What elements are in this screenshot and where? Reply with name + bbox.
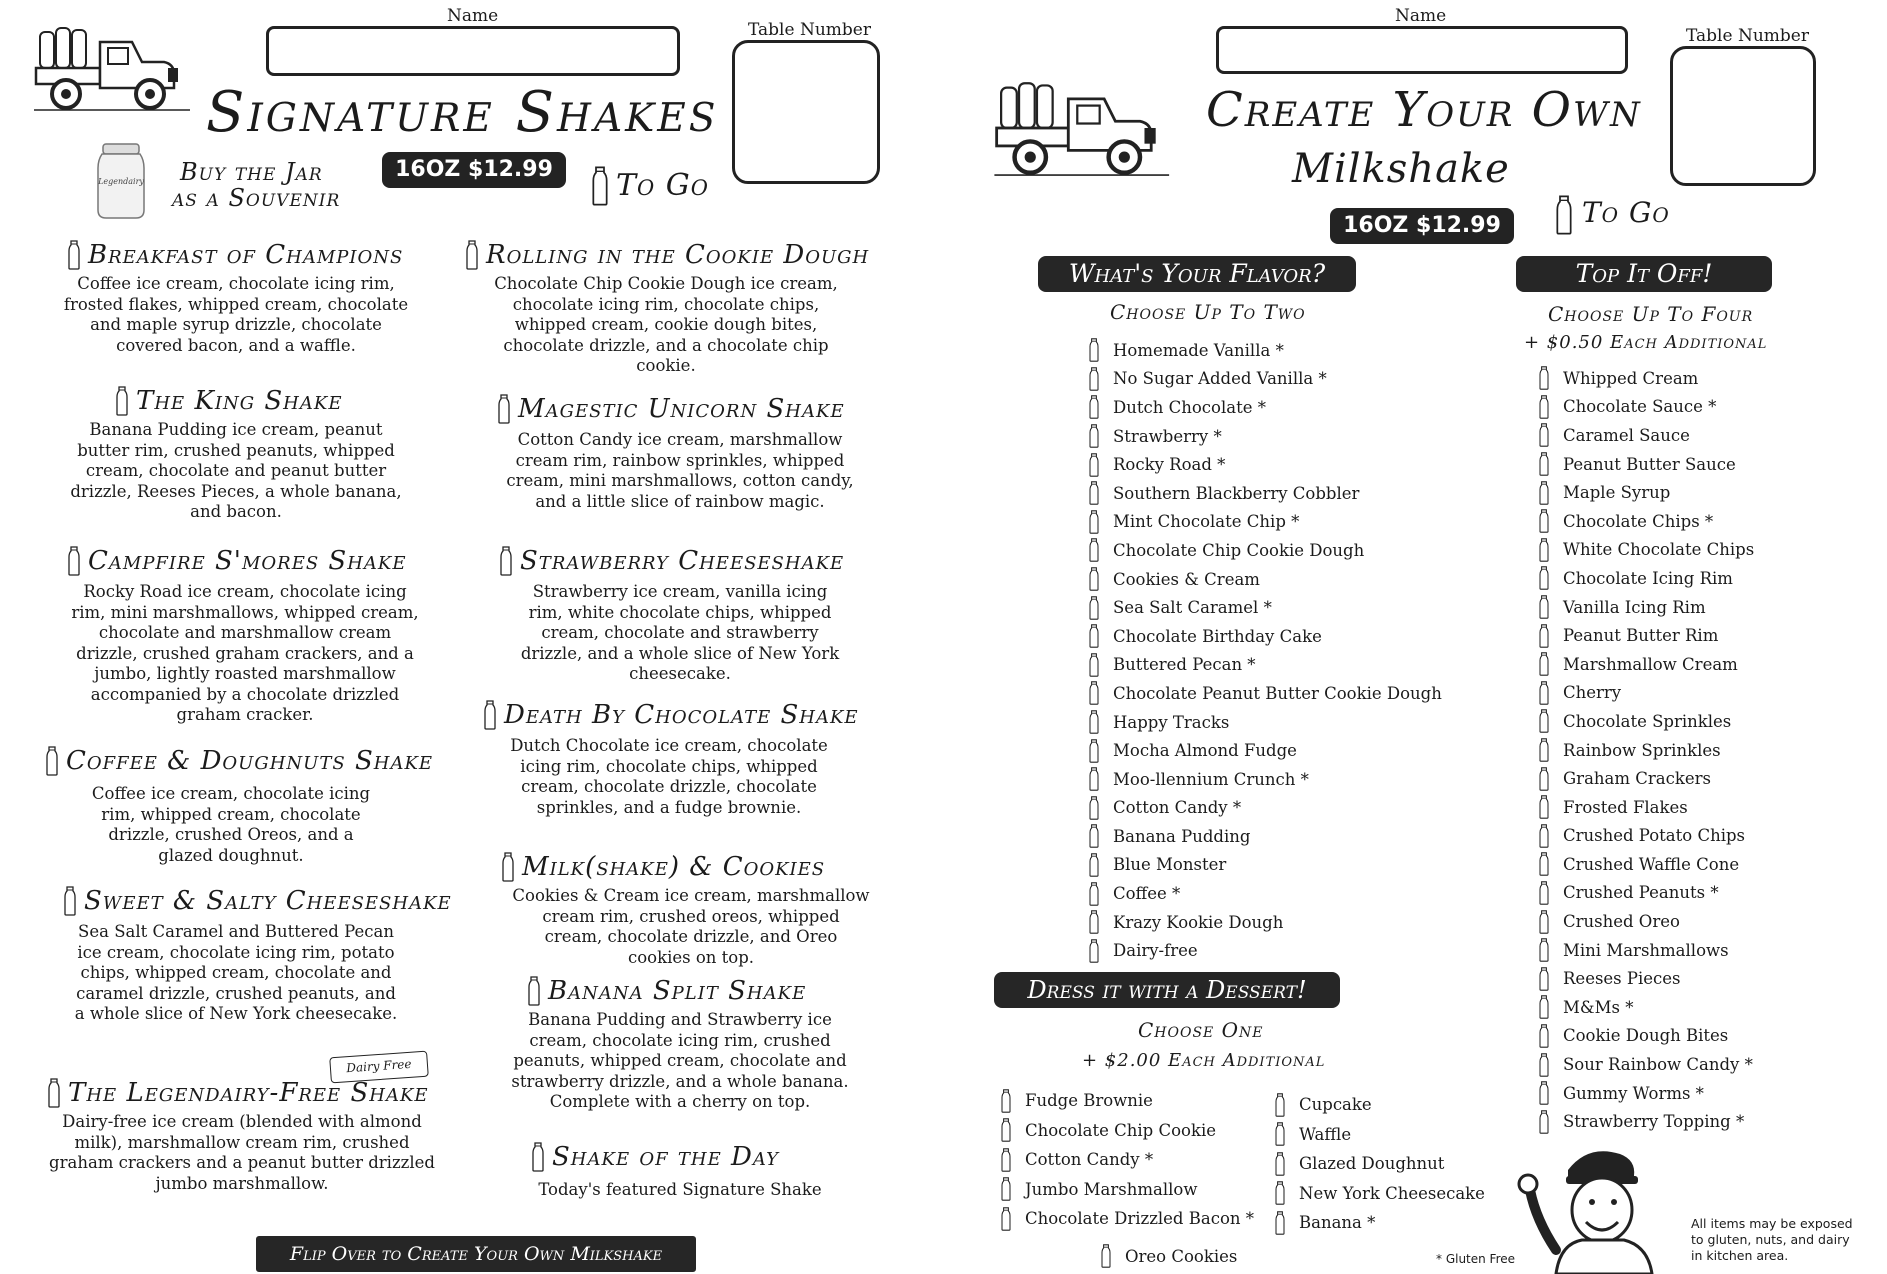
dessert-list-1 xyxy=(1000,1086,1254,1234)
flavor-option[interactable] xyxy=(1088,851,1442,880)
shake-name: Strawberry Cheeseshake xyxy=(520,546,845,576)
shake-description: Sea Salt Caramel and Buttered Pecan ice cream, chocolate icing rim, potato chips, whipped cream, chocolate and caramel drizzle, crushed peanuts, and a whole slice of New York cheesecake. xyxy=(74,922,398,1023)
flavor-label: Southern Blackberry Cobbler xyxy=(1113,483,1360,503)
dessert-label: Chocolate Drizzled Bacon * xyxy=(1025,1209,1255,1229)
shake-item xyxy=(500,546,860,685)
shake-description: Strawberry ice cream, vanilla icing rim, white chocolate chips, whipped cream, chocolate and strawberry drizzle, and a whole slice of New York cheesecake. xyxy=(520,582,840,683)
to-go-bottle-icon xyxy=(1556,194,1572,236)
topping-label: Crushed Waffle Cone xyxy=(1563,854,1740,874)
milk-bottle-icon xyxy=(1538,995,1550,1019)
milk-bottle-icon xyxy=(1088,338,1100,362)
milk-bottle-icon xyxy=(1538,795,1550,819)
shake-item xyxy=(56,386,416,523)
topping-option[interactable] xyxy=(1538,593,1754,622)
topping-option[interactable] xyxy=(1538,536,1754,565)
dessert-header: Dress it with a Dessert! xyxy=(994,972,1340,1008)
name-label: Name xyxy=(447,6,499,26)
topping-label: Cherry xyxy=(1563,683,1622,703)
topping-label: Chocolate Icing Rim xyxy=(1563,568,1733,588)
flavor-option[interactable] xyxy=(1088,508,1442,537)
to-go-bottle-icon xyxy=(592,166,608,206)
milk-bottle-icon xyxy=(1088,824,1100,848)
milk-bottle-icon xyxy=(1000,1207,1012,1231)
dessert-option[interactable] xyxy=(1274,1090,1485,1120)
topping-label: Marshmallow Cream xyxy=(1563,654,1738,674)
topping-header: Top It Off! xyxy=(1516,256,1772,292)
milk-bottle-icon xyxy=(1088,853,1100,877)
shake-item xyxy=(466,240,870,377)
topping-extra-price: + $0.50 Each Additional xyxy=(1524,332,1768,353)
flavor-label: Cotton Candy * xyxy=(1113,798,1242,818)
shake-item xyxy=(484,700,859,818)
shake-item xyxy=(62,546,428,726)
dessert-label: Jumbo Marshmallow xyxy=(1025,1179,1198,1199)
shake-name: Sweet & Salty Cheeseshake xyxy=(84,886,452,916)
milk-bottle-icon xyxy=(116,386,128,416)
shake-name: Rolling in the Cookie Dough xyxy=(486,240,870,270)
flavor-label: Coffee * xyxy=(1113,884,1181,904)
dessert-option[interactable] xyxy=(1100,1242,1237,1270)
milk-bottle-icon xyxy=(1538,1110,1550,1134)
shake-name: The King Shake xyxy=(136,386,343,416)
topping-list xyxy=(1538,364,1754,1136)
topping-option[interactable] xyxy=(1538,793,1754,822)
flavor-label: Chocolate Peanut Butter Cookie Dough xyxy=(1113,683,1442,703)
price-badge: 16OZ $12.99 xyxy=(1330,208,1514,244)
dessert-label: New York Cheesecake xyxy=(1299,1183,1485,1203)
milk-bottle-icon xyxy=(1538,881,1550,905)
shake-description: Coffee ice cream, chocolate icing rim, whipped cream, chocolate drizzle, crushed Oreos, and a glazed doughnut. xyxy=(91,784,371,865)
topping-option[interactable] xyxy=(1538,822,1754,851)
milk-bottle-icon xyxy=(1538,852,1550,876)
flavor-label: Krazy Kookie Dough xyxy=(1113,912,1284,932)
milk-bottle-icon xyxy=(1088,739,1100,763)
shake-item xyxy=(498,394,862,512)
dessert-option[interactable] xyxy=(1000,1086,1254,1116)
flavor-label: Strawberry * xyxy=(1113,426,1222,446)
flavor-option[interactable] xyxy=(1088,651,1442,680)
flavor-option[interactable] xyxy=(1088,479,1442,508)
milk-bottle-icon xyxy=(1538,681,1550,705)
topping-option[interactable] xyxy=(1538,850,1754,879)
dessert-label: Banana * xyxy=(1299,1213,1376,1233)
shake-name: Magestic Unicorn Shake xyxy=(518,394,845,424)
milk-bottle-icon xyxy=(1538,595,1550,619)
milk-bottle-icon xyxy=(1538,652,1550,676)
milk-bottle-icon xyxy=(1000,1089,1012,1113)
topping-option[interactable] xyxy=(1538,879,1754,908)
shake-name: Campfire S'mores Shake xyxy=(88,546,407,576)
shake-name: The Legendairy-Free Shake xyxy=(68,1078,429,1108)
dessert-label: Oreo Cookies xyxy=(1125,1246,1238,1266)
shake-name: Breakfast of Champions xyxy=(88,240,404,270)
left-page xyxy=(0,0,940,1274)
topping-label: Chocolate Sauce * xyxy=(1563,397,1717,417)
milk-bottle-icon xyxy=(532,1142,544,1172)
milk-bottle-icon xyxy=(1088,767,1100,791)
topping-label: Frosted Flakes xyxy=(1563,797,1688,817)
milk-bottle-icon xyxy=(1538,910,1550,934)
milk-bottle-icon xyxy=(466,240,478,270)
milk-bottle-icon xyxy=(1274,1093,1286,1117)
topping-label: Gummy Worms * xyxy=(1563,1083,1704,1103)
flavor-option[interactable] xyxy=(1088,622,1442,651)
dessert-list-3 xyxy=(1100,1242,1237,1270)
name-label: Name xyxy=(1395,6,1447,26)
to-go-label: To Go xyxy=(616,168,709,203)
topping-option[interactable] xyxy=(1538,650,1754,679)
topping-option[interactable] xyxy=(1538,564,1754,593)
jar-souvenir-line2: as a Souvenir xyxy=(172,184,341,212)
milk-bottle-icon xyxy=(1538,967,1550,991)
topping-option[interactable] xyxy=(1538,478,1754,507)
flavor-option[interactable] xyxy=(1088,450,1442,479)
milk-bottle-icon xyxy=(1538,538,1550,562)
flavor-label: Chocolate Birthday Cake xyxy=(1113,626,1322,646)
topping-option[interactable] xyxy=(1538,1107,1754,1136)
flavor-option[interactable] xyxy=(1088,936,1442,965)
table-number-field[interactable] xyxy=(732,40,880,184)
shake-item xyxy=(42,1078,442,1194)
shake-description: Cookies & Cream ice cream, marshmallow cream rim, crushed oreos, whipped cream, chocolate drizzle, and Oreo cookies on top. xyxy=(512,886,870,967)
flavor-label: Cookies & Cream xyxy=(1113,569,1260,589)
topping-label: M&Ms * xyxy=(1563,997,1634,1017)
flavor-option[interactable] xyxy=(1088,336,1442,365)
flavor-option[interactable] xyxy=(1088,536,1442,565)
milk-bottle-icon xyxy=(1088,567,1100,591)
milk-bottle-icon xyxy=(1000,1118,1012,1142)
milk-bottle-icon xyxy=(1088,596,1100,620)
topping-label: Graham Crackers xyxy=(1563,769,1711,789)
milk-bottle-icon xyxy=(1088,710,1100,734)
topping-label: Sour Rainbow Candy * xyxy=(1563,1055,1753,1075)
shake-description: Banana Pudding and Strawberry ice cream, chocolate icing rim, crushed peanuts, whipped cream, chocolate and strawberry drizzle, and a whole banana. Complete with a cherry on top. xyxy=(511,1010,849,1111)
flavor-header: What's Your Flavor? xyxy=(1038,256,1356,292)
topping-label: Caramel Sauce xyxy=(1563,425,1690,445)
milk-bottle-icon xyxy=(1088,395,1100,419)
svg-text:Legendairy: Legendairy xyxy=(98,177,144,186)
shake-description: Chocolate Chip Cookie Dough ice cream, chocolate icing rim, chocolate chips, whipped cream, cookie dough bites, chocolate drizzle, and a chocolate chip cookie. xyxy=(494,274,838,375)
milk-bottle-icon xyxy=(1274,1181,1286,1205)
right-page xyxy=(940,0,1887,1274)
mason-jar-icon xyxy=(96,142,146,220)
topping-option[interactable] xyxy=(1538,1022,1754,1051)
dessert-option[interactable] xyxy=(1000,1204,1254,1234)
flavor-label: Dutch Chocolate * xyxy=(1113,397,1266,417)
dessert-option[interactable] xyxy=(1000,1116,1254,1146)
milk-bottle-icon xyxy=(528,976,540,1006)
milk-bottle-icon xyxy=(64,886,76,916)
page-subtitle: Milkshake xyxy=(1292,146,1510,192)
dessert-option[interactable] xyxy=(1274,1120,1485,1150)
flavor-label: Mocha Almond Fudge xyxy=(1113,741,1297,761)
milk-bottle-icon xyxy=(1538,452,1550,476)
dessert-option[interactable] xyxy=(1274,1208,1485,1238)
milk-bottle-icon xyxy=(1088,624,1100,648)
dessert-label: Glazed Doughnut xyxy=(1299,1154,1445,1174)
topping-option[interactable] xyxy=(1538,736,1754,765)
flavor-label: No Sugar Added Vanilla * xyxy=(1113,369,1327,389)
flavor-option[interactable] xyxy=(1088,822,1442,851)
dessert-label: Cotton Candy * xyxy=(1025,1150,1154,1170)
flavor-option[interactable] xyxy=(1088,593,1442,622)
dessert-extra-price: + $2.00 Each Additional xyxy=(1082,1050,1326,1071)
milk-bottle-icon xyxy=(1000,1148,1012,1172)
milk-bottle-icon xyxy=(1274,1211,1286,1235)
milk-bottle-icon xyxy=(1538,738,1550,762)
topping-option[interactable] xyxy=(1538,964,1754,993)
milk-bottle-icon xyxy=(1088,939,1100,963)
flavor-option[interactable] xyxy=(1088,736,1442,765)
shake-description: Dairy-free ice cream (blended with almond milk), marshmallow cream rim, crushed graham crackers and a peanut butter drizzled jumbo marshmallow. xyxy=(49,1112,435,1193)
flavor-option[interactable] xyxy=(1088,765,1442,794)
milk-bottle-icon xyxy=(1538,709,1550,733)
topping-label: Chocolate Sprinkles xyxy=(1563,711,1732,731)
milk-bottle-icon xyxy=(1538,395,1550,419)
flavor-option[interactable] xyxy=(1088,908,1442,937)
milk-bottle-icon xyxy=(1088,481,1100,505)
price-badge: 16OZ $12.99 xyxy=(382,152,566,188)
name-field[interactable] xyxy=(1216,26,1628,74)
topping-option[interactable] xyxy=(1538,1050,1754,1079)
topping-label: Crushed Peanuts * xyxy=(1563,883,1719,903)
milk-bottle-icon xyxy=(1088,681,1100,705)
flavor-list xyxy=(1088,336,1442,965)
topping-option[interactable] xyxy=(1538,393,1754,422)
milk-bottle-icon xyxy=(48,1078,60,1108)
topping-option[interactable] xyxy=(1538,707,1754,736)
milk-bottle-icon xyxy=(1538,566,1550,590)
topping-label: Maple Syrup xyxy=(1563,483,1671,503)
flavor-label: Banana Pudding xyxy=(1113,826,1251,846)
flavor-label: Sea Salt Caramel * xyxy=(1113,598,1272,618)
shake-item xyxy=(502,852,872,968)
milk-bottle-icon xyxy=(500,546,512,576)
flavor-label: Buttered Pecan * xyxy=(1113,655,1256,675)
flavor-option[interactable] xyxy=(1088,879,1442,908)
milkman-icon xyxy=(1516,1140,1666,1274)
shake-item xyxy=(46,746,434,866)
topping-option[interactable] xyxy=(1538,621,1754,650)
milk-bottle-icon xyxy=(1088,367,1100,391)
table-number-field[interactable] xyxy=(1670,46,1816,186)
milk-bottle-icon xyxy=(1538,509,1550,533)
dessert-option[interactable] xyxy=(1274,1179,1485,1209)
flavor-option[interactable] xyxy=(1088,679,1442,708)
table-number-label: Table Number xyxy=(748,20,871,40)
flavor-label: Dairy-free xyxy=(1113,941,1198,961)
milk-bottle-icon xyxy=(1538,767,1550,791)
milk-bottle-icon xyxy=(1274,1152,1286,1176)
milk-bottle-icon xyxy=(1088,910,1100,934)
topping-option[interactable] xyxy=(1538,936,1754,965)
flavor-option[interactable] xyxy=(1088,794,1442,823)
milk-bottle-icon xyxy=(68,546,80,576)
shake-description: Coffee ice cream, chocolate icing rim, frosted flakes, whipped cream, chocolate and maple syrup drizzle, chocolate covered bacon, and a waffle. xyxy=(63,274,409,355)
flavor-label: Homemade Vanilla * xyxy=(1113,340,1284,360)
topping-label: Cookie Dough Bites xyxy=(1563,1026,1729,1046)
milk-bottle-icon xyxy=(1538,1053,1550,1077)
shake-description: Today's featured Signature Shake xyxy=(538,1180,822,1199)
topping-option[interactable] xyxy=(1538,993,1754,1022)
milk-bottle-icon xyxy=(1088,796,1100,820)
dessert-option[interactable] xyxy=(1274,1149,1485,1179)
shake-item xyxy=(56,886,452,1025)
milk-bottle-icon xyxy=(502,852,514,882)
milk-bottle-icon xyxy=(1538,423,1550,447)
milk-truck-icon xyxy=(994,72,1174,184)
milk-bottle-icon xyxy=(1538,624,1550,648)
milk-bottle-icon xyxy=(1274,1122,1286,1146)
milk-bottle-icon xyxy=(1538,366,1550,390)
shake-description: Dutch Chocolate ice cream, chocolate icing rim, chocolate chips, whipped cream, chocolate drizzle, chocolate sprinkles, and a fudge brownie. xyxy=(510,736,828,817)
shake-description: Banana Pudding ice cream, peanut butter rim, crushed peanuts, whipped cream, chocolate and peanut butter drizzle, Reeses Pieces, a whole banana, and bacon. xyxy=(70,420,402,521)
milk-bottle-icon xyxy=(68,240,80,270)
to-go-label: To Go xyxy=(1582,196,1670,229)
topping-label: Vanilla Icing Rim xyxy=(1563,597,1706,617)
milk-bottle-icon xyxy=(1538,938,1550,962)
milk-bottle-icon xyxy=(46,746,58,776)
milk-bottle-icon xyxy=(1538,1081,1550,1105)
page-title: Signature Shakes xyxy=(206,80,719,145)
topping-option[interactable] xyxy=(1538,507,1754,536)
topping-label: Peanut Butter Rim xyxy=(1563,626,1719,646)
milk-bottle-icon xyxy=(484,700,496,730)
flavor-label: Mint Chocolate Chip * xyxy=(1113,512,1300,532)
flavor-label: Blue Monster xyxy=(1113,855,1227,875)
topping-label: Peanut Butter Sauce xyxy=(1563,454,1736,474)
milk-bottle-icon xyxy=(1088,882,1100,906)
dessert-label: Chocolate Chip Cookie xyxy=(1025,1120,1216,1140)
allergy-note: All items may be exposed to gluten, nuts, and dairy in kitchen area. xyxy=(1691,1216,1853,1263)
milk-bottle-icon xyxy=(1088,510,1100,534)
name-field[interactable] xyxy=(266,26,680,76)
dessert-option[interactable] xyxy=(1000,1175,1254,1205)
milk-truck-icon xyxy=(34,18,194,118)
topping-label: Whipped Cream xyxy=(1563,368,1699,388)
topping-label: Mini Marshmallows xyxy=(1563,940,1729,960)
milk-bottle-icon xyxy=(498,394,510,424)
flavor-option[interactable] xyxy=(1088,565,1442,594)
topping-label: Crushed Oreo xyxy=(1563,912,1680,932)
shake-item xyxy=(494,976,866,1113)
gluten-free-note: * Gluten Free xyxy=(1436,1252,1516,1266)
table-number-label: Table Number xyxy=(1686,26,1809,46)
dessert-instruction: Choose One xyxy=(1138,1018,1264,1042)
topping-option[interactable] xyxy=(1538,421,1754,450)
topping-option[interactable] xyxy=(1538,364,1754,393)
topping-label: Chocolate Chips * xyxy=(1563,511,1714,531)
flavor-option[interactable] xyxy=(1088,422,1442,451)
milk-bottle-icon xyxy=(1000,1177,1012,1201)
shake-name: Shake of the Day xyxy=(552,1142,779,1172)
topping-option[interactable] xyxy=(1538,764,1754,793)
shake-name: Milk(shake) & Cookies xyxy=(522,852,826,882)
shake-description: Cotton Candy ice cream, marshmallow cream rim, rainbow sprinkles, whipped cream, mini marshmallows, cotton candy, and a little slice of rainbow magic. xyxy=(506,430,854,511)
topping-option[interactable] xyxy=(1538,679,1754,708)
topping-option[interactable] xyxy=(1538,450,1754,479)
dessert-label: Cupcake xyxy=(1299,1095,1372,1115)
milk-bottle-icon xyxy=(1538,1024,1550,1048)
shake-item xyxy=(56,240,416,356)
flavor-option[interactable] xyxy=(1088,393,1442,422)
dessert-option[interactable] xyxy=(1000,1145,1254,1175)
shake-name: Coffee & Doughnuts Shake xyxy=(66,746,434,776)
shake-name: Death By Chocolate Shake xyxy=(504,700,859,730)
dessert-list-2 xyxy=(1274,1090,1485,1238)
milk-bottle-icon xyxy=(1088,424,1100,448)
flavor-label: Rocky Road * xyxy=(1113,455,1226,475)
milk-bottle-icon xyxy=(1088,538,1100,562)
flavor-label: Moo-llennium Crunch * xyxy=(1113,769,1309,789)
milk-bottle-icon xyxy=(1088,653,1100,677)
topping-label: White Chocolate Chips xyxy=(1563,540,1755,560)
flavor-label: Happy Tracks xyxy=(1113,712,1230,732)
milk-bottle-icon xyxy=(1538,481,1550,505)
dessert-label: Fudge Brownie xyxy=(1025,1091,1153,1111)
topping-label: Strawberry Topping * xyxy=(1563,1112,1745,1132)
dessert-label: Waffle xyxy=(1299,1124,1352,1144)
milk-bottle-icon xyxy=(1088,453,1100,477)
topping-label: Rainbow Sprinkles xyxy=(1563,740,1721,760)
flavor-instruction: Choose Up To Two xyxy=(1110,300,1306,324)
flip-over-banner: Flip Over to Create Your Own Milkshake xyxy=(256,1236,696,1272)
dairy-free-tag: Dairy Free xyxy=(329,1051,429,1084)
topping-label: Reeses Pieces xyxy=(1563,969,1681,989)
topping-instruction: Choose Up To Four xyxy=(1548,302,1754,326)
milk-bottle-icon xyxy=(1538,824,1550,848)
flavor-label: Chocolate Chip Cookie Dough xyxy=(1113,540,1365,560)
flavor-option[interactable] xyxy=(1088,365,1442,394)
page-title: Create Your Own xyxy=(1206,82,1642,138)
shake-item xyxy=(520,1142,840,1201)
topping-option[interactable] xyxy=(1538,907,1754,936)
topping-option[interactable] xyxy=(1538,1079,1754,1108)
milk-bottle-icon xyxy=(1100,1244,1112,1268)
flavor-option[interactable] xyxy=(1088,708,1442,737)
shake-description: Rocky Road ice cream, chocolate icing rim, mini marshmallows, whipped cream, chocolate and marshmallow cream drizzle, crushed graham crackers, and a jumbo, lightly roasted marshmallow accompanied by a chocolate drizzled graham cracker. xyxy=(71,582,419,724)
topping-label: Crushed Potato Chips xyxy=(1563,826,1746,846)
jar-souvenir-line1: Buy the Jar xyxy=(180,158,323,186)
shake-name: Banana Split Shake xyxy=(548,976,807,1006)
